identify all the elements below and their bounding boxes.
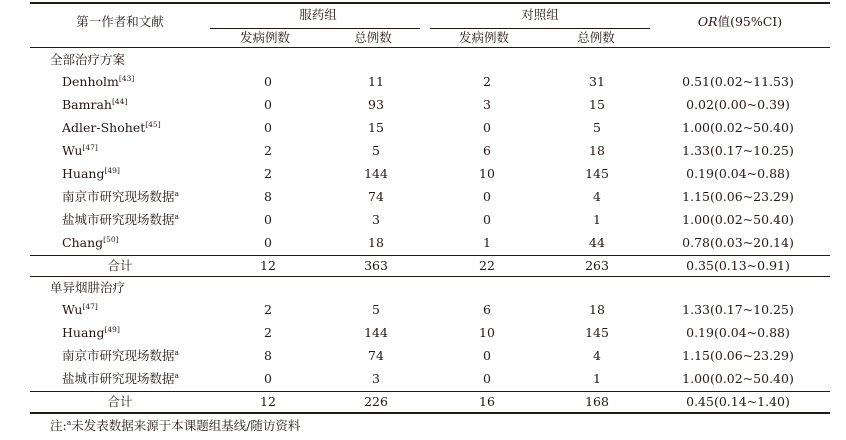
row-ref: [44] — [111, 97, 128, 106]
table-row-label — [62, 212, 179, 228]
table-cell-t-cases: 0 — [264, 97, 272, 112]
table-row-label — [62, 74, 134, 90]
row-name: Wu — [62, 302, 83, 317]
table-top-rule — [30, 2, 830, 4]
control-group-rule — [430, 28, 650, 29]
table-cell-or: 1.00(0.02~50.40) — [682, 120, 794, 135]
total-cell-t-total: 226 — [364, 394, 388, 409]
table-cell-c-cases: 6 — [483, 143, 491, 158]
table-row-label — [62, 302, 98, 318]
row-name: Huang — [62, 325, 105, 340]
total-cell-c-cases: 16 — [479, 394, 495, 409]
total-cell-t-cases: 12 — [260, 394, 276, 409]
table-cell-t-cases: 2 — [264, 302, 272, 317]
table-cell-or: 0.02(0.00~0.39) — [686, 97, 790, 112]
table-cell-t-total: 144 — [364, 325, 388, 340]
row-ref: [49] — [104, 166, 120, 175]
table-cell-t-total: 18 — [368, 235, 384, 250]
table-cell-or: 1.33(0.17~10.25) — [682, 302, 794, 317]
table-bottom-rule — [30, 412, 830, 414]
table-row-label — [62, 143, 98, 159]
header-or — [698, 14, 782, 30]
total-row-label: 合计 — [107, 258, 133, 273]
treat-group-rule — [210, 28, 420, 29]
table-cell-c-total: 1 — [593, 212, 601, 227]
table-cell-t-total: 5 — [372, 302, 380, 317]
table-row-label — [62, 166, 120, 182]
header-or-italic: OR — [697, 14, 718, 29]
total-cell-c-cases: 22 — [479, 258, 495, 273]
table-cell-t-total: 74 — [368, 189, 384, 204]
table-cell-or: 1.15(0.06~23.29) — [682, 189, 794, 204]
footnote-text: 未发表数据来源于本课题组基线/随访资料 — [71, 418, 301, 433]
row-name: 南京市研究现场数据 — [62, 189, 175, 204]
row-ref: [49] — [104, 325, 120, 334]
table-cell-c-total: 18 — [589, 143, 605, 158]
table-cell-t-total: 3 — [372, 212, 380, 227]
table-cell-t-cases: 0 — [264, 212, 272, 227]
row-name: Bamrah — [62, 97, 112, 112]
table-cell-or: 0.19(0.04~0.88) — [686, 325, 790, 340]
table-cell-t-cases: 0 — [264, 74, 272, 89]
table-cell-t-total: 144 — [364, 166, 388, 181]
table-row-label — [62, 120, 161, 136]
table-row-label — [62, 348, 179, 364]
table-cell-c-cases: 0 — [483, 120, 491, 135]
total-row-label: 合计 — [107, 394, 133, 409]
table-cell-c-cases: 10 — [479, 166, 495, 181]
table-cell-t-cases: 0 — [264, 235, 272, 250]
table-cell-t-total: 3 — [372, 371, 380, 386]
row-name: 南京市研究现场数据 — [62, 348, 175, 363]
table-row-label — [62, 371, 179, 387]
table-cell-c-cases: 0 — [483, 212, 491, 227]
row-ref: a — [174, 212, 179, 221]
header-control-cases: 发病例数 — [458, 30, 510, 45]
total-cell-or: 0.45(0.14~1.40) — [686, 394, 790, 409]
section2-title: 单异烟肼治疗 — [50, 280, 126, 295]
table-cell-or: 0.19(0.04~0.88) — [686, 166, 790, 181]
table-cell-or: 1.00(0.02~50.40) — [682, 371, 794, 386]
table-cell-t-cases: 0 — [264, 371, 272, 386]
table-cell-c-total: 145 — [585, 325, 609, 340]
table-row-label — [62, 189, 179, 205]
table-cell-t-cases: 8 — [264, 189, 272, 204]
row-ref: [45] — [145, 120, 161, 129]
table-cell-or: 1.00(0.02~50.40) — [682, 212, 794, 227]
section2-total-top-rule — [30, 391, 830, 392]
row-ref: [50] — [103, 235, 119, 244]
table-cell-t-cases: 2 — [264, 143, 272, 158]
table-cell-c-total: 5 — [593, 120, 601, 135]
header-bottom-rule — [30, 47, 830, 48]
row-name: Adler-Shohet — [62, 120, 146, 135]
row-ref: a — [174, 189, 179, 198]
table-cell-t-cases: 2 — [264, 325, 272, 340]
table-cell-c-total: 18 — [589, 302, 605, 317]
table-cell-or: 1.15(0.06~23.29) — [682, 348, 794, 363]
table-cell-c-total: 1 — [593, 371, 601, 386]
table-cell-c-cases: 0 — [483, 348, 491, 363]
header-control-group: 对照组 — [521, 7, 559, 22]
total-cell-c-total: 168 — [585, 394, 609, 409]
table-cell-c-total: 15 — [589, 97, 605, 112]
header-treat-total: 总例数 — [354, 30, 392, 45]
table-cell-c-cases: 6 — [483, 302, 491, 317]
table-cell-t-cases: 0 — [264, 120, 272, 135]
table-cell-t-total: 93 — [368, 97, 384, 112]
table-cell-c-total: 4 — [593, 348, 601, 363]
row-name: Huang — [62, 166, 105, 181]
table-cell-c-cases: 2 — [483, 74, 491, 89]
table-row-label — [62, 235, 119, 251]
footnote-mark: a — [66, 418, 72, 427]
table-cell-c-cases: 10 — [479, 325, 495, 340]
table-cell-c-cases: 0 — [483, 371, 491, 386]
section1-total-top-rule — [30, 255, 830, 256]
table-cell-c-cases: 1 — [483, 235, 491, 250]
row-name: Wu — [62, 143, 83, 158]
table-cell-c-total: 44 — [589, 235, 605, 250]
table-cell-t-total: 15 — [368, 120, 384, 135]
total-cell-t-cases: 12 — [260, 258, 276, 273]
table-cell-c-cases: 3 — [483, 97, 491, 112]
header-first-author: 第一作者和文献 — [76, 14, 164, 29]
table-cell-c-total: 31 — [589, 74, 605, 89]
section1-title: 全部治疗方案 — [50, 52, 126, 67]
row-ref: a — [174, 371, 179, 380]
row-name: Chang — [62, 235, 104, 250]
table-cell-t-cases: 8 — [264, 348, 272, 363]
table-cell-t-total: 74 — [368, 348, 384, 363]
table-cell-or: 0.78(0.03~20.14) — [682, 235, 794, 250]
table-cell-t-total: 11 — [368, 74, 384, 89]
table-cell-t-total: 5 — [372, 143, 380, 158]
total-cell-c-total: 263 — [585, 258, 609, 273]
row-ref: [47] — [82, 143, 98, 152]
header-treat-cases: 发病例数 — [239, 30, 291, 45]
table-row-label — [62, 325, 120, 341]
table-cell-c-total: 145 — [585, 166, 609, 181]
header-control-total: 总例数 — [577, 30, 615, 45]
row-name: Denholm — [62, 74, 119, 89]
row-ref: a — [174, 348, 179, 357]
table-cell-t-cases: 2 — [264, 166, 272, 181]
footnote-prefix: 注: — [50, 418, 67, 433]
table-cell-or: 1.33(0.17~10.25) — [682, 143, 794, 158]
table-cell-c-cases: 0 — [483, 189, 491, 204]
section1-total-bottom-rule — [30, 276, 830, 277]
row-name: 盐城市研究现场数据 — [62, 371, 175, 386]
header-or-suffix: 值(95%CI) — [717, 14, 783, 29]
row-name: 盐城市研究现场数据 — [62, 212, 175, 227]
total-cell-t-total: 363 — [364, 258, 388, 273]
footnote — [50, 418, 300, 434]
total-cell-or: 0.35(0.13~0.91) — [686, 258, 790, 273]
row-ref: [43] — [118, 74, 135, 83]
table-cell-or: 0.51(0.02~11.53) — [682, 74, 794, 89]
table-row-label — [62, 97, 127, 113]
header-treat-group: 服药组 — [299, 7, 337, 22]
row-ref: [47] — [82, 302, 98, 311]
table-cell-c-total: 4 — [593, 189, 601, 204]
